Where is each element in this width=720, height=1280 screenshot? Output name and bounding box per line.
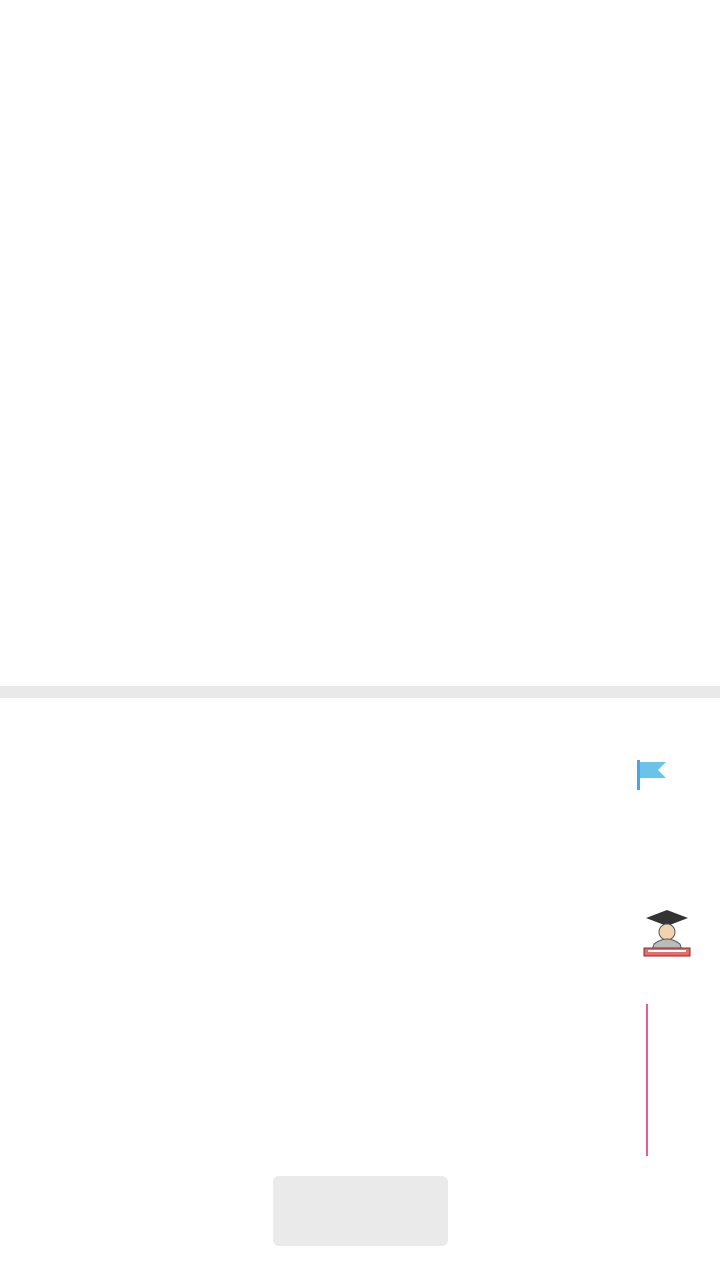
page-separator <box>0 686 720 698</box>
page-indicator <box>273 1176 448 1246</box>
scholar-mascot-icon <box>640 904 694 960</box>
flag-icon <box>636 760 670 790</box>
margin-marker <box>646 1004 648 1156</box>
